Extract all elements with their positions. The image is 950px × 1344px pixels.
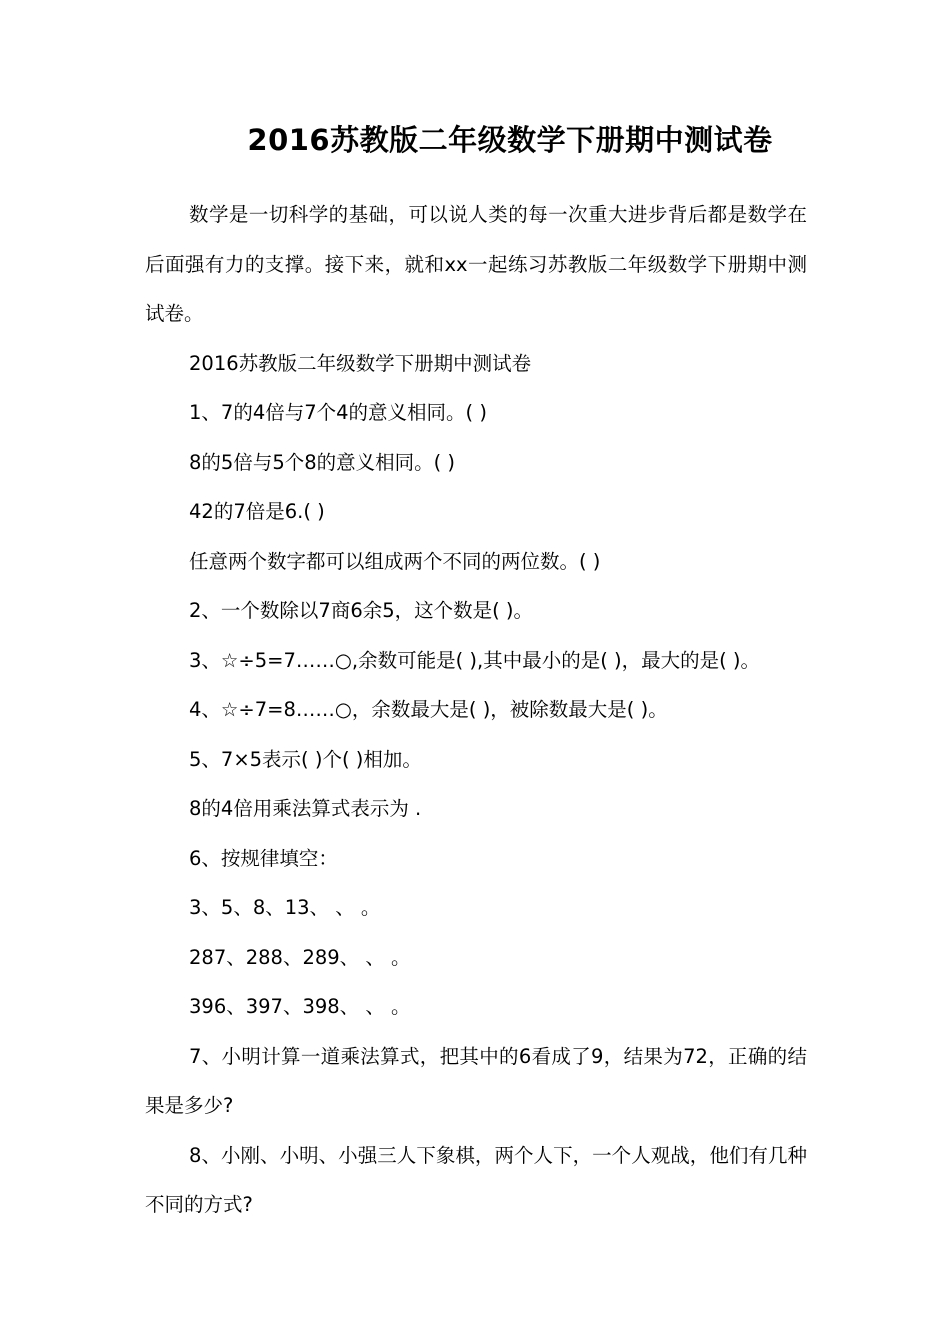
intro-paragraph: 数学是一切科学的基础，可以说人类的每一次重大进步背后都是数学在后面强有力的支撑。接下来，就和xx一起练习苏教版二年级数学下册期中测试卷。 xyxy=(145,203,807,325)
sequence-2: 287、288、289、 、 。 xyxy=(189,945,411,969)
document-title xyxy=(145,118,805,159)
question-7: 7、小明计算一道乘法算式，把其中的6看成了9，结果为72，正确的结果是多少? xyxy=(145,1044,807,1117)
sequence-3: 396、397、398、 、 。 xyxy=(189,995,411,1018)
question-8: 8、小刚、小明、小强三人下象棋，两个人下，一个人观战，他们有几种不同的方式? xyxy=(145,1143,807,1216)
document-title-text: 2016苏教版二年级数学下册期中测试卷 xyxy=(247,123,773,157)
document-body xyxy=(145,190,807,1230)
question-4: 4、☆÷7=8……○，余数最大是( )，被除数最大是( )。 xyxy=(189,698,668,721)
question-5b: 8的4倍用乘法算式表示为 . xyxy=(189,797,422,820)
subtitle-paragraph: 2016苏教版二年级数学下册期中测试卷 xyxy=(189,351,532,375)
question-2: 2、一个数除以7商6余5，这个数是( )。 xyxy=(189,599,534,622)
question-3: 3、☆÷5=7……○,余数可能是( ),其中最小的是( )，最大的是( )。 xyxy=(189,648,761,672)
question-1b: 8的5倍与5个8的意义相同。( ) xyxy=(189,450,456,474)
question-5a: 5、7×5表示( )个( )相加。 xyxy=(189,747,422,771)
question-1a: 1、7的4倍与7个4的意义相同。( ) xyxy=(189,401,487,424)
question-1d: 任意两个数字都可以组成两个不同的两位数。( ) xyxy=(189,549,601,573)
question-1c: 42的7倍是6.( ) xyxy=(189,500,325,523)
question-6: 6、按规律填空： xyxy=(189,846,338,870)
sequence-1: 3、5、8、13、 、 。 xyxy=(189,896,381,919)
